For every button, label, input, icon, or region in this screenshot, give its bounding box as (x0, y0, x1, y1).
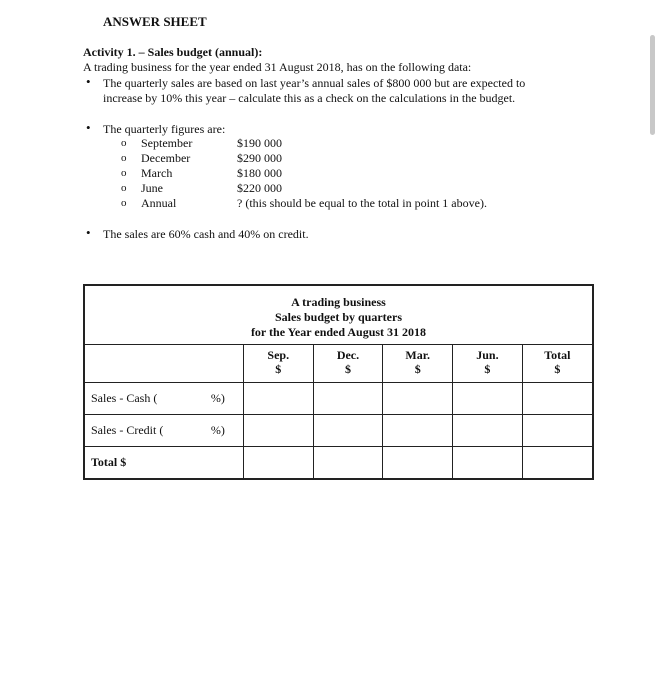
row-label-text: Total $ (91, 455, 127, 469)
table-title-line-1: A trading business (291, 294, 386, 309)
column-header-mar (383, 345, 453, 383)
row-label-suffix: %) (210, 391, 225, 405)
row-label-total (84, 447, 243, 480)
bullet-dot: • (86, 74, 91, 89)
table-row (84, 383, 593, 415)
table-cell (522, 447, 593, 480)
quarter-value: ? (this should be equal to the total in point 1 above). (237, 196, 487, 210)
table-cell (243, 447, 313, 480)
table-cell (383, 383, 453, 415)
table-header (84, 285, 593, 345)
table-cell (313, 447, 383, 480)
table-cell (522, 415, 593, 447)
bullet-2-intro: The quarterly figures are: (103, 122, 226, 136)
quarter-value: $220 000 (237, 181, 282, 195)
table-cell (243, 383, 313, 415)
sub-bullet-circle: o (121, 152, 127, 164)
table-cell (453, 383, 523, 415)
sub-bullet-circle: o (121, 182, 127, 194)
quarter-label: September (141, 136, 193, 150)
column-header-total (522, 345, 593, 383)
column-header-jun (453, 345, 523, 383)
row-label-text: Sales - Credit ( (91, 423, 164, 437)
sub-bullet-circle: o (121, 167, 127, 179)
column-header-dec (313, 345, 383, 383)
sub-bullet-circle: o (121, 137, 127, 149)
quarter-label: Annual (141, 196, 177, 210)
row-label-text: Sales - Cash ( (91, 391, 158, 405)
row-label-sales-credit (84, 415, 243, 447)
table-title-line-2: Sales budget by quarters (274, 309, 402, 324)
row-label-suffix: %) (210, 423, 225, 437)
table-row (84, 415, 593, 447)
activity-title: Activity 1. – Sales budget (annual): (83, 45, 263, 59)
sales-budget-table (83, 284, 594, 480)
table-title-line-3: for the Year ended August 31 2018 (250, 324, 427, 339)
table-row (84, 447, 593, 480)
table-cell (313, 415, 383, 447)
column-unit: $ (344, 362, 351, 376)
column-name: Mar. (405, 348, 430, 362)
scrollbar[interactable] (650, 35, 655, 135)
quarter-value: $180 000 (237, 166, 282, 180)
quarter-label: March (141, 166, 173, 180)
bullet-dot: • (86, 225, 91, 240)
table-cell (383, 447, 453, 480)
table-cell (453, 447, 523, 480)
quarter-label: December (141, 151, 191, 165)
bullet-1-line-2: increase by 10% this year – calculate this as a check on the calculations in the budget. (103, 91, 516, 105)
table-cell (313, 383, 383, 415)
bullet-1-line-1: The quarterly sales are based on last year’s annual sales of $800 000 but are expected to (103, 76, 526, 90)
blank-header-cell (84, 345, 243, 383)
column-name: Total (544, 348, 571, 362)
table-cell (243, 415, 313, 447)
quarter-value: $190 000 (237, 136, 282, 150)
column-unit: $ (414, 362, 421, 376)
column-name: Dec. (336, 348, 360, 362)
column-unit: $ (554, 362, 561, 376)
sub-bullet-circle: o (121, 197, 127, 209)
table-cell (453, 415, 523, 447)
column-name: Sep. (267, 348, 290, 362)
activity-description: A trading business for the year ended 31 August 2018, has on the following data: (83, 60, 472, 74)
table-cell (522, 383, 593, 415)
column-header-sep (243, 345, 313, 383)
page-title: ANSWER SHEET (103, 14, 207, 29)
row-label-sales-cash (84, 383, 243, 415)
column-name: Jun. (476, 348, 499, 362)
quarter-label: June (141, 181, 163, 195)
column-unit: $ (275, 362, 282, 376)
bullet-3-text: The sales are 60% cash and 40% on credit. (103, 227, 309, 241)
column-unit: $ (484, 362, 491, 376)
table-cell (383, 415, 453, 447)
bullet-dot: • (86, 120, 91, 135)
quarter-value: $290 000 (237, 151, 282, 165)
